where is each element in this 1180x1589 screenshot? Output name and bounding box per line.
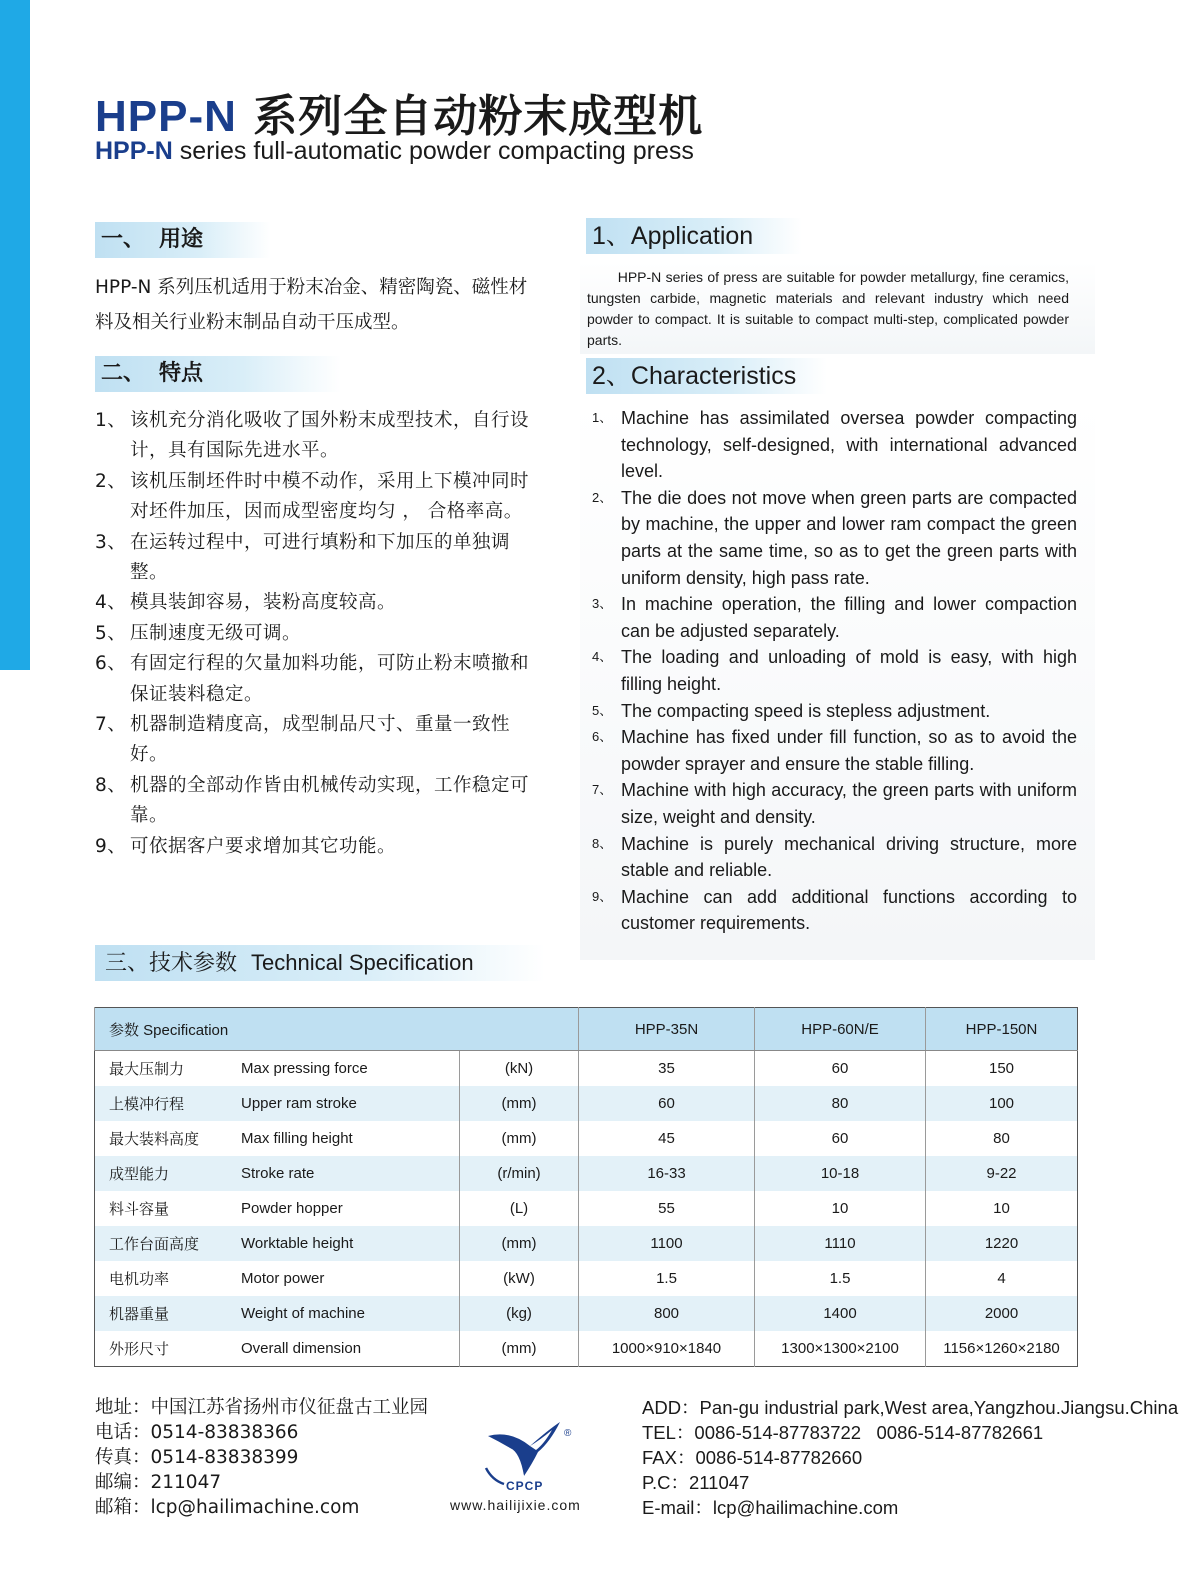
cell-value: 1110 (755, 1226, 926, 1261)
contact-tel-en: TEL：0086-514-87783722 0086-514-87782661 (642, 1422, 1044, 1443)
list-item (592, 644, 1077, 697)
cell-value: 60 (579, 1086, 755, 1121)
list-item (95, 619, 535, 649)
cell-value: 80 (755, 1086, 926, 1121)
list-number: 3、 (592, 596, 613, 612)
cell-value: 80 (926, 1121, 1078, 1156)
section-spec-heading (95, 945, 545, 981)
cell-param-en: Worktable height (227, 1226, 460, 1261)
cell-value: 1.5 (579, 1261, 755, 1296)
application-en-text (587, 267, 1069, 351)
cell-value: 45 (579, 1121, 755, 1156)
company-logo-icon (480, 1418, 580, 1498)
list-number: 5、 (592, 702, 613, 718)
cell-value: 2000 (926, 1296, 1078, 1331)
cell-param-cn: 料斗容量 (109, 1201, 170, 1218)
cell-param-en: Weight of machine (227, 1296, 460, 1331)
page-title-en (95, 137, 694, 166)
cell-unit: (mm) (460, 1086, 579, 1121)
cell-param-en: Upper ram stroke (227, 1086, 460, 1121)
list-item (592, 777, 1077, 830)
list-number: 7、 (95, 714, 127, 736)
list-text: 模具装卸容易，装粉高度较高。 (130, 592, 397, 614)
cell-value: 10 (926, 1191, 1078, 1226)
contact-address-cn: 地址：中国江苏省扬州市仪征盘古工业园 (95, 1397, 429, 1418)
contact-post-en: P.C：211047 (642, 1472, 750, 1493)
spec-header-model-2: HPP-60N/E (755, 1008, 926, 1051)
cell-unit: (kg) (460, 1296, 579, 1331)
list-item (592, 591, 1077, 644)
list-number: 2、 (592, 489, 613, 505)
table-row (95, 1121, 1078, 1156)
cell-value: 150 (926, 1051, 1078, 1087)
cell-value: 1220 (926, 1226, 1078, 1261)
list-number: 2、 (95, 470, 127, 492)
list-item (95, 588, 535, 618)
list-item (95, 528, 535, 589)
list-text: 该机充分消化吸收了国外粉末成型技术，自行设计，具有国际先进水平。 (130, 410, 530, 462)
cell-value: 10-18 (755, 1156, 926, 1191)
table-row (95, 1086, 1078, 1121)
cell-param-cn: 成型能力 (95, 1156, 228, 1191)
list-item (95, 832, 535, 862)
list-text: In machine operation, the filling and lower compaction can be adjusted separately. (621, 594, 1077, 641)
list-item (592, 405, 1077, 485)
list-item (592, 485, 1077, 591)
cell-param-en: Powder hopper (241, 1200, 343, 1217)
cell-value: 1400 (755, 1296, 926, 1331)
table-row (95, 1226, 1078, 1261)
list-number: 6、 (592, 729, 613, 745)
list-item (592, 831, 1077, 884)
page-title-cn (95, 80, 703, 144)
cell-param-en: Stroke rate (227, 1156, 460, 1191)
cell-unit: (mm) (460, 1121, 579, 1156)
cell-value: 1.5 (755, 1261, 926, 1296)
list-number: 6、 (95, 653, 127, 675)
contact-tel-cn: 电话：0514-83838366 (95, 1422, 299, 1443)
logo-text: CPCP (506, 1479, 544, 1493)
spec-header-model-1: HPP-35N (579, 1008, 755, 1051)
list-text: The compacting speed is stepless adjustment. (621, 700, 991, 721)
list-number: 9、 (95, 835, 127, 857)
table-row (95, 1156, 1078, 1191)
list-number: 4、 (95, 592, 127, 614)
website-link[interactable]: www.hailijixie.com (450, 1497, 581, 1513)
cell-value: 1100 (579, 1226, 755, 1261)
list-number: 7、 (592, 782, 613, 798)
section-characteristics-heading: 2、Characteristics (586, 358, 827, 394)
title-en-model: HPP-N (95, 137, 173, 165)
cell-unit: (mm) (460, 1226, 579, 1261)
list-text: The loading and unloading of mold is easy, with high filling height. (621, 647, 1077, 694)
logo-registered: ® (564, 1428, 572, 1439)
cell-value: 16-33 (579, 1156, 755, 1191)
section-features-number: 二、 (101, 361, 146, 386)
application-en-body: HPP-N series of press are suitable for powder metallurgy, fine ceramics, tungsten carbide, magnetic materials and relevant industry which need powder to compact. It is suitable to compact multi-step, complicated powder parts. (587, 269, 1070, 348)
cell-param-en: Max filling height (241, 1130, 353, 1147)
features-cn-list (95, 406, 535, 862)
list-text: Machine has assimilated oversea powder compacting technology, self-designed, with international advanced level. (621, 408, 1077, 482)
cell-unit: (kW) (460, 1261, 579, 1296)
cell-value: 35 (579, 1051, 755, 1087)
list-item (95, 710, 535, 771)
cell-value: 55 (579, 1191, 755, 1226)
table-row (95, 1296, 1078, 1331)
list-text: 可依据客户要求增加其它功能。 (130, 835, 397, 857)
spec-header-row (95, 1008, 1078, 1051)
list-text: Machine with high accuracy, the green parts with uniform size, weight and density. (621, 780, 1077, 827)
list-text: 机器的全部动作皆由机械传动实现，工作稳定可靠。 (130, 774, 530, 827)
spec-header-label: 参数 Specification (95, 1008, 579, 1051)
cell-param-cn: 工作台面高度 (95, 1226, 228, 1261)
section-use-heading (95, 222, 271, 258)
list-number: 3、 (95, 531, 127, 553)
cell-unit: (mm) (460, 1331, 579, 1367)
contact-cn-block (95, 1395, 428, 1520)
contact-en-block (642, 1395, 1178, 1520)
cell-param-cn: 最大装料高度 (109, 1131, 200, 1148)
section-application-heading: 1、Application (586, 218, 802, 254)
list-number: 4、 (592, 649, 613, 665)
cell-value: 10 (755, 1191, 926, 1226)
list-number: 8、 (95, 774, 127, 796)
title-model: HPP-N (95, 92, 237, 141)
cell-param-en: Max pressing force (241, 1060, 368, 1077)
table-row (95, 1331, 1078, 1367)
list-number: 5、 (95, 622, 127, 644)
cell-value: 1000×910×1840 (579, 1331, 755, 1367)
section-use-label: 用途 (159, 227, 204, 252)
cell-value: 4 (926, 1261, 1078, 1296)
list-number: 1、 (95, 410, 127, 431)
cell-unit: (L) (460, 1191, 579, 1226)
spec-table (94, 1007, 1078, 1367)
list-text: Machine is purely mechanical driving structure, more stable and reliable. (621, 833, 1077, 881)
list-item (95, 406, 535, 467)
spec-header-model-3: HPP-150N (926, 1008, 1078, 1051)
contact-email-cn: 邮箱：lcp@hailimachine.com (95, 1497, 360, 1518)
contact-post-cn: 邮编：211047 (95, 1472, 222, 1493)
list-item (592, 724, 1077, 777)
cell-param-cn: 最大压制力 (109, 1061, 185, 1078)
list-text: 在运转过程中，可进行填粉和下加压的单独调整。 (130, 531, 511, 584)
title-en-text: series full-automatic powder compacting press (179, 137, 694, 165)
section-spec-cn: 三、技术参数 (105, 951, 238, 976)
list-number: 1、 (592, 410, 613, 425)
cell-unit: (r/min) (460, 1156, 579, 1191)
table-row (95, 1051, 1078, 1087)
cell-value: 60 (755, 1051, 926, 1087)
contact-address-en: ADD：Pan-gu industrial park,West area,Yangzhou.Jiangsu.China (642, 1397, 1179, 1418)
list-number: 9、 (592, 888, 613, 904)
section-features-heading (95, 356, 341, 392)
cell-value: 60 (755, 1121, 926, 1156)
section-features-label: 特点 (159, 361, 204, 386)
list-text: 有固定行程的欠量加料功能，可防止粉末喷撤和保证装料稳定。 (130, 653, 530, 705)
list-item (592, 698, 1077, 725)
side-accent-bar (0, 0, 30, 670)
cell-param-cn: 外形尺寸 (109, 1341, 170, 1358)
table-row (95, 1191, 1078, 1226)
title-cn-text: 系列全自动粉末成型机 (253, 91, 704, 142)
contact-email-en: E-mail：lcp@hailimachine.com (642, 1497, 899, 1518)
cell-param-en: Overall dimension (241, 1340, 362, 1357)
cell-param-cn: 机器重量 (95, 1296, 228, 1331)
features-en-list (592, 405, 1077, 937)
cell-param-en: Motor power (241, 1270, 325, 1287)
list-item (592, 884, 1077, 937)
list-text: Machine can add additional functions according to customer requirements. (621, 886, 1077, 934)
cell-value: 9-22 (926, 1156, 1078, 1191)
contact-fax-cn: 传真：0514-83838399 (95, 1447, 299, 1468)
cell-value: 1156×1260×2180 (926, 1331, 1078, 1367)
list-text: 该机压制坯件时中模不动作，采用上下模冲同时对坯件加压，因而成型密度均匀 ， 合格率高。 (130, 470, 530, 523)
list-text: The die does not move when green parts are compacted by machine, the upper and lower ram compact the green parts at the same time, so as to get the green parts with uniform density, high pass rate. (621, 487, 1077, 588)
section-use-number: 一、 (101, 227, 146, 252)
list-item (95, 649, 535, 710)
list-item (95, 467, 535, 528)
cell-value: 800 (579, 1296, 755, 1331)
list-text: 机器制造精度高，成型制品尺寸、重量一致性好。 (130, 714, 511, 766)
table-row (95, 1261, 1078, 1296)
list-number: 8、 (592, 835, 613, 851)
list-text: Machine has fixed under fill function, so as to avoid the powder sprayer and ensure the stable filling. (621, 727, 1077, 774)
cell-param-cn: 电机功率 (109, 1271, 170, 1288)
contact-fax-en: FAX：0086-514-87782660 (642, 1447, 863, 1468)
list-item (95, 771, 535, 832)
cell-value: 100 (926, 1086, 1078, 1121)
list-text: 压制速度无级可调。 (130, 622, 302, 644)
application-cn-text: HPP-N 系列压机适用于粉末冶金、精密陶瓷、磁性材料及相关行业粉末制品自动干压成型。 (95, 277, 528, 333)
cell-unit: (kN) (460, 1051, 579, 1087)
section-spec-en: Technical Specification (251, 950, 474, 975)
cell-value: 1300×1300×2100 (755, 1331, 926, 1367)
cell-param-cn: 上模冲行程 (95, 1086, 228, 1121)
